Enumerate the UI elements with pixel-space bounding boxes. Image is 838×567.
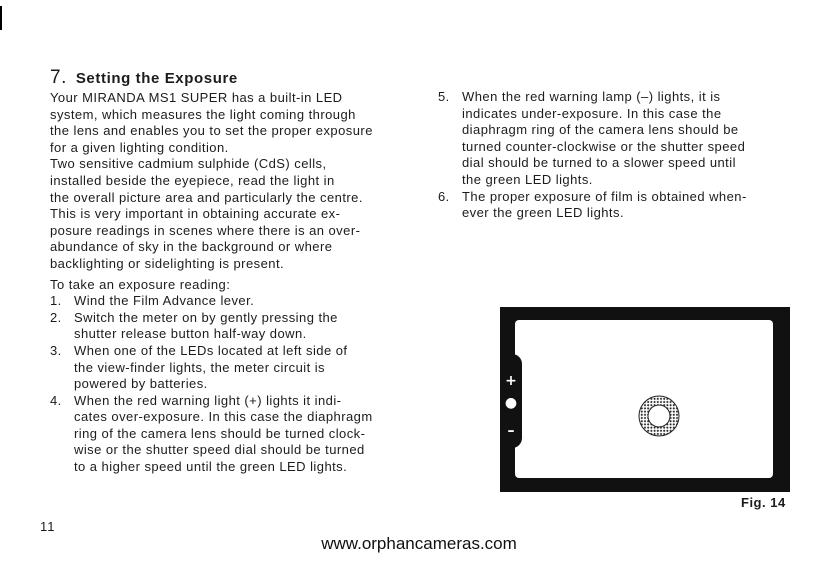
- figure-caption: Fig. 14: [741, 495, 786, 510]
- section-heading: [50, 68, 428, 89]
- step-number: 3.: [50, 342, 62, 358]
- steps-list-right: [438, 89, 798, 222]
- steps-intro: To take an exposure reading:: [50, 276, 231, 292]
- right-column: [438, 89, 798, 222]
- intro-paragraph-2: Two sensitive cadmium sulphide (CdS) cells, installed beside the eyepiece, read the light in the overall picture area and particularly the centre. This is very important in obtaining accurate ex- posure readings in scenes where there is an over- abundance of sky in the background or where backlighting or sidelighting is present.: [50, 156, 363, 271]
- section-title: Setting the Exposure: [75, 70, 238, 87]
- list-item: [438, 189, 798, 222]
- correct-exposure-led-icon: ●: [504, 395, 518, 411]
- step-text: When the red warning lamp (–) lights, it is indicates under-exposure. In this case the diaphragm ring of the camera lens should be turned counter-clockwise or the shutter speed dial should be turned to a slower speed until the green LED lights.: [462, 89, 746, 187]
- viewfinder-figure: [500, 307, 790, 492]
- list-item: [50, 343, 428, 393]
- steps-list-left: [50, 293, 428, 476]
- page-number: 11: [40, 519, 56, 534]
- step-text: When the red warning light (+) lights it indi- cates over-exposure. In this case the diaphragm ring of the camera lens should be turned clock- wise or the shutter speed dial should be turned to a higher speed until the green LED lights.: [74, 392, 373, 475]
- focusing-microprism-icon: [637, 394, 681, 438]
- step-text: Wind the Film Advance lever.: [74, 293, 255, 309]
- page-edge-mark: [0, 6, 2, 30]
- left-column: [50, 68, 428, 476]
- step-number: 5.: [438, 89, 450, 104]
- viewfinder-field: [515, 320, 773, 478]
- step-text: Switch the meter on by gently pressing the shutter release button half-way down.: [74, 309, 338, 342]
- list-item: [50, 293, 428, 310]
- step-text: The proper exposure of film is obtained when- ever the green LED lights.: [462, 188, 747, 221]
- list-item: [50, 393, 428, 476]
- footer-url: www.orphancameras.com: [321, 534, 517, 553]
- step-number: 4.: [50, 392, 62, 408]
- step-number: 6.: [438, 188, 450, 204]
- step-text: When one of the LEDs located at left side of the view-finder lights, the meter circuit is powered by batteries.: [74, 342, 348, 392]
- list-item: [50, 310, 428, 343]
- underexposure-led-icon: –: [507, 423, 515, 439]
- list-item: [438, 89, 798, 189]
- step-number: 2.: [50, 309, 62, 325]
- section-number: 7.: [50, 67, 68, 88]
- intro-paragraph-1: Your MIRANDA MS1 SUPER has a built-in LED system, which measures the light coming through the lens and enables you to set the proper exposure for a given lighting condition.: [50, 90, 373, 155]
- step-number: 1.: [50, 293, 62, 309]
- overexposure-led-icon: +: [505, 373, 517, 389]
